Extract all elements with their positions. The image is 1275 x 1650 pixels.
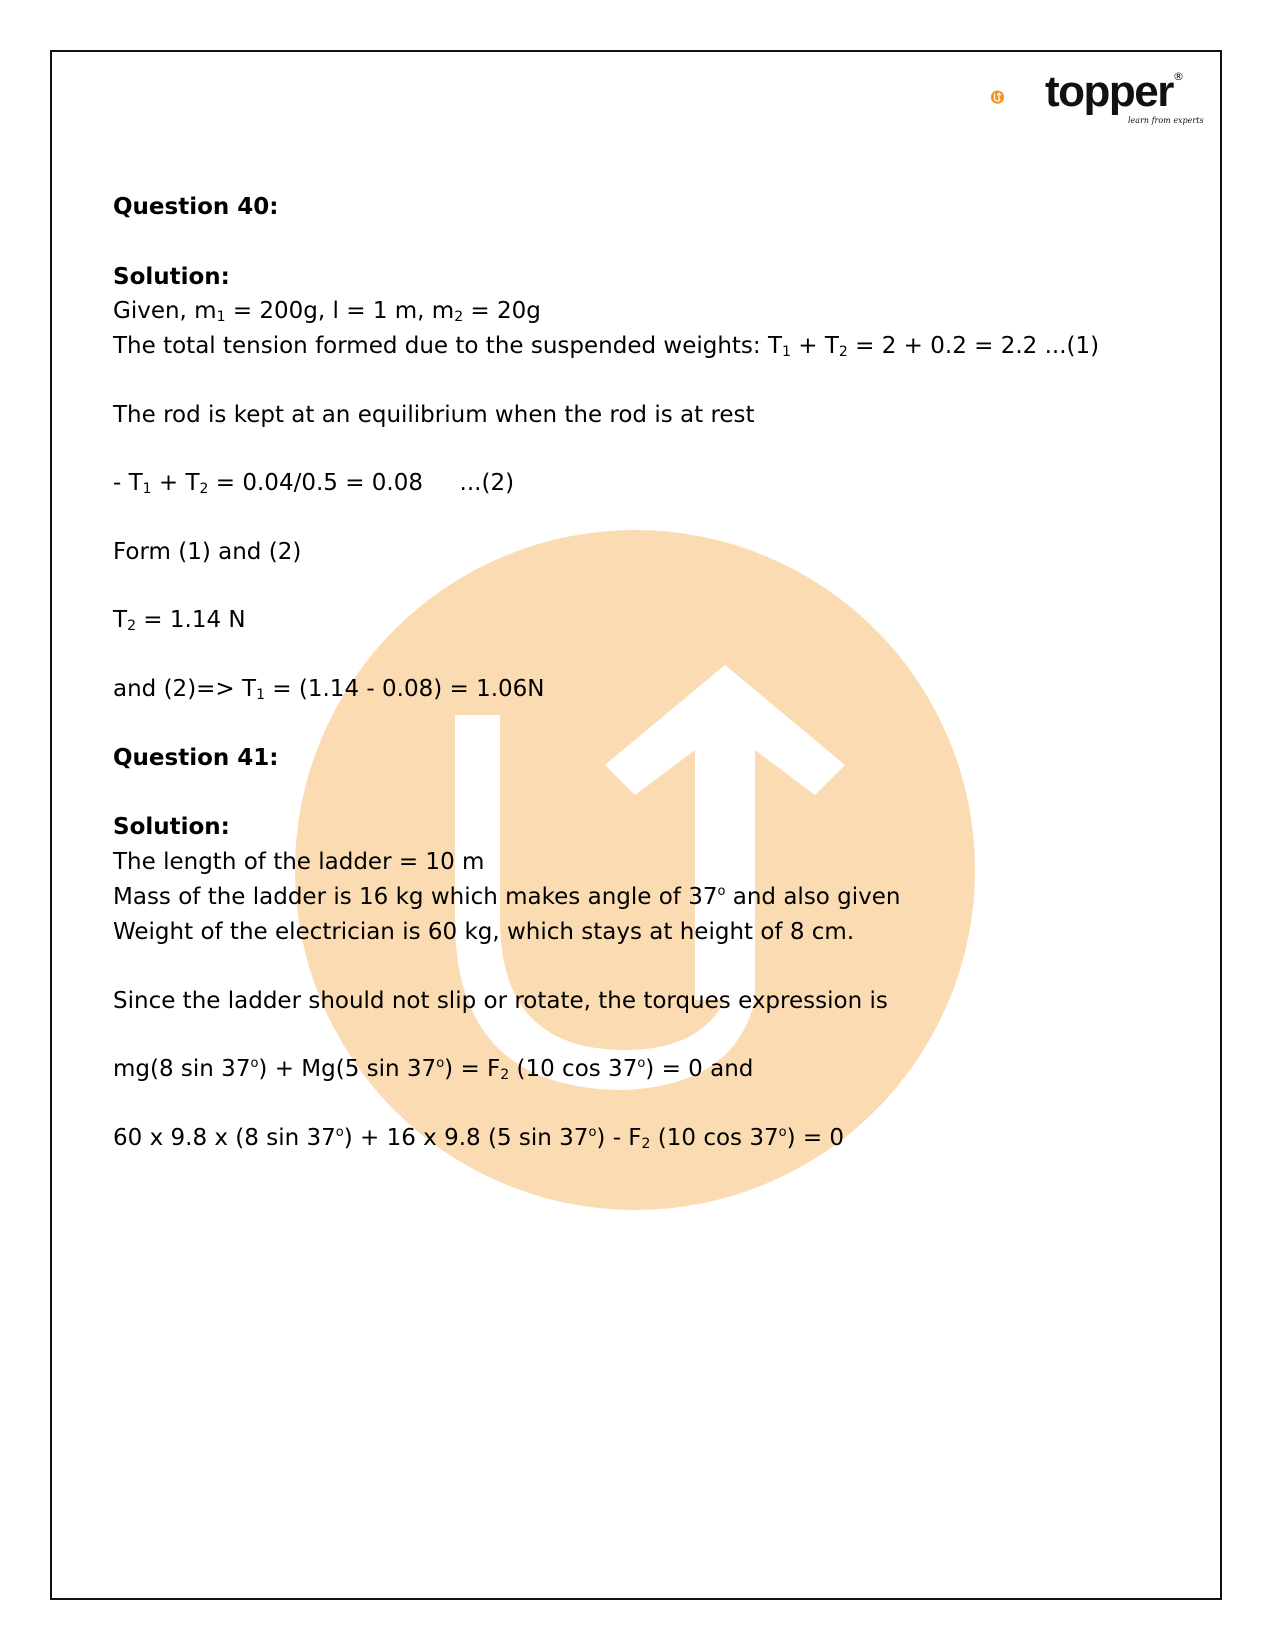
registered-mark: ® [1173, 70, 1184, 83]
numeric-torque-equation-line: 60 x 9.8 x (8 $\sin 37^o) + 16$ x 9.8 (5 $\sin 37^o) - F_2$ (10 $\cos 37^o) = 0$ [113, 1125, 845, 1152]
t2-result-line: $T_2 = 1.14$ N [113, 607, 246, 634]
electrician-weight-line: Weight of the electrician is 60 kg, which stays at height of 8 cm. [113, 919, 855, 945]
logo-wordmark: topper [1045, 67, 1173, 116]
solution-40-heading: Solution: [113, 264, 230, 290]
equation-2-line: - $T_1 + T_2 = 0.04/0.5 = 0.08$ ...(2) [113, 470, 515, 497]
torque-intro-line: Since the ladder should not slip or rotate, the torques expression is [113, 988, 888, 1014]
form-line: Form (1) and (2) [113, 539, 302, 565]
logo-tagline: learn from experts [1128, 116, 1204, 125]
solution-41-heading: Solution: [113, 814, 230, 840]
torque-equation-line: mg(8 $\sin 37^o) + Mg(5$ $\sin 37^o) = F_2$ (10 $\cos 37^o) = 0$ and [113, 1056, 754, 1083]
equilibrium-line: The rod is kept at an equilibrium when the rod is at rest [113, 402, 755, 428]
ladder-length-line: The length of the ladder = 10 m [113, 849, 485, 875]
question-40-heading: Question 40: [113, 194, 279, 220]
ladder-mass-line: Mass of the ladder is 16 kg which makes angle of 37$^o$ and also given [113, 884, 901, 910]
question-41-heading: Question 41: [113, 745, 279, 771]
given-line: Given, $m_1 = 200g$, l = 1 m, $m_2 = 20g$ [113, 298, 541, 325]
t1-result-line: and $(2)=> T_1 = (1.14 - 0.08) = 1.06N$ [113, 676, 545, 703]
topper-logo-icon [990, 68, 1050, 128]
total-tension-line: The total tension formed due to the suspended weights: $T_1 + T_2 = 2 + 0.2 = 2.2$ ...(1) [113, 333, 1100, 360]
